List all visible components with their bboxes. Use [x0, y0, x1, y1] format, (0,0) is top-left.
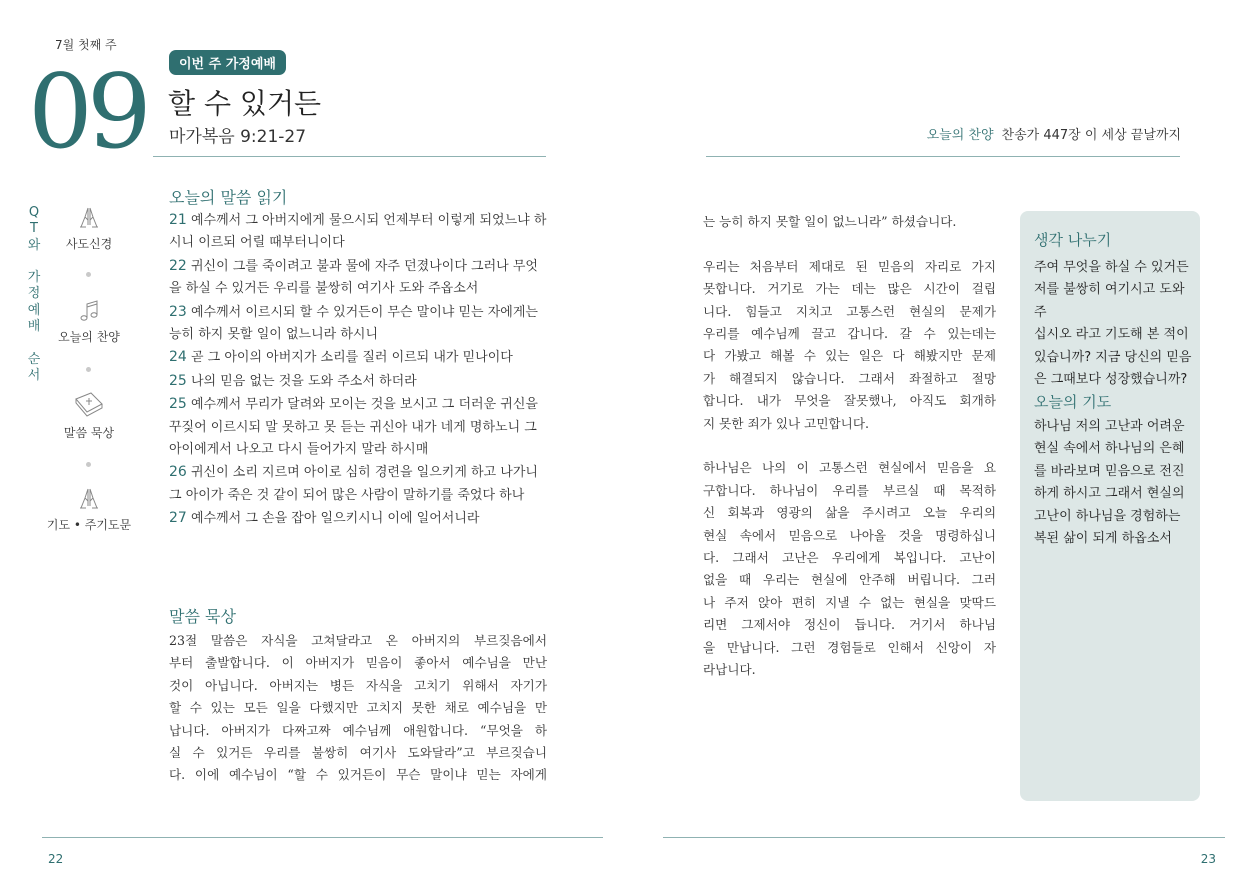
prayer-line: 복된 삶이 되게 하옵소서 [1034, 531, 1172, 547]
verse-number: 25 [169, 396, 187, 413]
page-number-left: 22 [48, 852, 64, 866]
paragraph-line: 나 주저 앉아 편히 지낼 수 없는 현실을 맞딱드 [703, 594, 996, 610]
order-item-label: 말씀 묵상 [63, 426, 115, 440]
share-line: 저를 불쌍히 여기시고 도와주 [1034, 282, 1185, 320]
hymn-value: 찬송가 447장 이 세상 끝날까지 [1001, 128, 1181, 143]
meditation-heading: 말씀 묵상 [169, 607, 236, 626]
prayer-text [1034, 416, 1194, 550]
verse-text: 귀신이 소리 지르며 아이로 심히 경련을 일으키게 하고 나가니 그 아이가 죽은 것 같이 되어 많은 사람이 말하기를 죽었다 하나 [169, 465, 538, 503]
order-item-label: 기도 • 주기도문 [46, 518, 132, 532]
vertical-char: 서 [27, 367, 41, 383]
verse [169, 461, 549, 507]
prayer-line: 하게 하시고 그래서 현실의 [1034, 486, 1185, 502]
paragraph [703, 211, 996, 233]
order-item-label: 사도신경 [65, 237, 113, 251]
day-number: 09 [28, 53, 146, 172]
prayer-line: 고난이 하나님을 경험하는 [1034, 508, 1181, 524]
meditation-line: 실 수 있거든 우리를 불쌍히 여기사 도와달라”고 부르짖습니 [169, 745, 547, 761]
share-line: 주여 무엇을 하실 수 있거든 [1034, 260, 1189, 275]
verse-text: 곧 그 아이의 아버지가 소리를 질러 이르되 내가 믿나이다 [186, 350, 513, 366]
scripture-reference: 마가복음 9:21-27 [169, 127, 307, 147]
praying-hands-icon [76, 486, 102, 512]
paragraph [703, 457, 996, 681]
verse [169, 301, 549, 347]
verse [169, 393, 549, 461]
order-separator-dot [86, 272, 91, 277]
scripture-reading [169, 209, 549, 531]
page-title: 할 수 있거든 [168, 87, 322, 120]
share-heading: 생각 나누기 [1034, 231, 1112, 249]
verse-text: 예수께서 무리가 달려와 모이는 것을 보시고 그 더러운 귀신을 꾸짖어 이르시되 말 못하고 못 듣는 귀신아 내가 네게 명하노니 그 아이에게서 나오고 다시 들어가지 말라 하시매 [169, 397, 538, 458]
paragraph-line: 하나님은 나의 이 고통스런 현실에서 믿음을 요 [703, 460, 996, 476]
share-text [1034, 257, 1194, 391]
order-item-label: 오늘의 찬양 [58, 330, 120, 344]
paragraph-line: 신 회복과 영광의 삶을 주시려고 오늘 우리의 [703, 505, 996, 521]
week-label: 7월 첫째 주 [55, 38, 117, 52]
paragraph-line: 다 가봤고 해볼 수 있는 일은 다 해봤지만 문제 [703, 348, 996, 364]
verse-number: 24 [169, 349, 187, 366]
meditation-text [169, 630, 547, 787]
footer-divider [42, 837, 603, 838]
verse [169, 346, 549, 369]
reading-heading: 오늘의 말씀 읽기 [169, 188, 288, 207]
paragraph-line: 못합니다. 거기로 가는 데는 많은 시간이 걸립 [703, 281, 996, 297]
paragraph-line: 합니다. 내가 무엇을 잘못했나, 아직도 회개하 [703, 393, 996, 409]
music-note-icon [76, 298, 102, 324]
vertical-char: 배 [27, 319, 41, 335]
paragraph-line: 없을 때 우리는 현실에 안주해 버립니다. 그러 [703, 572, 996, 588]
paragraph-line: 우리를 예수님께 끌고 갑니다. 갈 수 있는데는 [703, 326, 996, 342]
prayer-heading: 오늘의 기도 [1034, 393, 1112, 411]
meditation-line: 다. 이에 예수님이 “할 수 있거든이 무슨 말이냐 믿는 자에게 [169, 767, 547, 783]
meditation-continued [703, 211, 996, 704]
verse [169, 255, 549, 301]
share-line: 은 그때보다 성장했습니까? [1034, 372, 1188, 388]
praying-hands-icon [76, 205, 102, 231]
vertical-char [24, 335, 44, 351]
verse-text: 예수께서 그 손을 잡아 일으키시니 이에 일어서니라 [186, 511, 480, 527]
verse-text: 귀신이 그를 죽이려고 불과 물에 자주 던졌나이다 그러나 무엇을 하실 수 있거든 우리를 불쌍히 여기사 도와 주옵소서 [169, 258, 538, 297]
verse-number: 21 [169, 212, 187, 228]
verse [169, 507, 549, 530]
footer-divider [663, 837, 1225, 838]
verse-number: 26 [169, 464, 187, 481]
verse [169, 370, 549, 393]
divider [706, 156, 1180, 157]
sidebar-box [1020, 211, 1200, 801]
verse-text: 예수께서 이르시되 할 수 있거든이 무슨 말이냐 믿는 자에게는 능히 하지 못할 일이 없느니라 하시니 [169, 304, 538, 343]
hymn-label: 오늘의 찬양 [926, 128, 994, 143]
paragraph-line: 리면 그제서야 정신이 듭니다. 거기서 하나님 [703, 617, 996, 633]
verse-text: 나의 믿음 없는 것을 도와 주소서 하더라 [186, 373, 417, 389]
paragraph-line: 다. 그래서 고난은 우리에게 복입니다. 고난이 [703, 550, 996, 566]
verse-number: 25 [169, 372, 187, 389]
prayer-line: 현실 속에서 하나님의 은혜 [1034, 441, 1185, 457]
share-line: 있습니까? 지금 당신의 믿음 [1034, 349, 1192, 365]
share-line: 십시오 라고 기도해 본 적이 [1034, 327, 1189, 343]
meditation-line: 납니다. 아버지가 다짜고짜 예수님께 애원합니다. “무엇을 하 [169, 722, 547, 738]
paragraph-line: 을 만납니다. 그런 경험들로 인해서 신앙이 자 [703, 639, 996, 655]
worship-order-vertical-label [24, 205, 44, 384]
vertical-char: 정 [27, 286, 41, 302]
paragraph-line: 현실 속에서 믿음으로 나아올 것을 명령하십니 [703, 527, 996, 543]
divider [153, 156, 546, 157]
page-number-right: 23 [1200, 852, 1216, 866]
verse-number: 23 [169, 303, 187, 320]
prayer-line: 하나님 저의 고난과 어려운 [1034, 419, 1185, 434]
order-item-creed [46, 205, 132, 252]
paragraph-line: 우리는 처음부터 제대로 된 믿음의 자리로 가지 [703, 258, 996, 274]
paragraph-line: 지 못한 죄가 있나 고민합니다. [703, 415, 870, 431]
vertical-char: 예 [27, 302, 41, 318]
order-separator-dot [86, 367, 91, 372]
vertical-char: 와 [27, 237, 41, 253]
paragraph-line: 구합니다. 하나님이 우리를 부르실 때 목적하 [703, 482, 996, 498]
paragraph-line: 는 능히 하지 못할 일이 없느니라” 하셨습니다. [703, 214, 957, 229]
paragraph-line: 가 해결되지 않습니다. 그래서 좌절하고 절망 [703, 370, 996, 386]
meditation-line: 23절 말씀은 자식을 고쳐달라고 온 아버지의 부르짖음에서 [169, 633, 547, 648]
verse-text: 예수께서 그 아버지에게 물으시되 언제부터 이렇게 되었느냐 하시니 이르되 어릴 때부터니이다 [169, 213, 547, 251]
verse-number: 22 [169, 257, 187, 274]
section-badge: 이번 주 가정예배 [169, 50, 286, 75]
verse-number: 27 [169, 510, 187, 527]
bible-icon [73, 390, 105, 420]
order-item-prayer [46, 486, 132, 533]
vertical-char: Q [28, 205, 40, 220]
paragraph-line: 라납니다. [703, 662, 756, 678]
order-item-hymn [46, 298, 132, 345]
order-separator-dot [86, 462, 91, 467]
verse [169, 209, 549, 255]
todays-hymn [927, 124, 1181, 143]
prayer-line: 를 바라보며 믿음으로 전진 [1034, 463, 1185, 479]
vertical-char [24, 254, 44, 270]
meditation-line: 할 수 있는 모든 일을 다했지만 고치지 못한 채로 예수님을 만 [169, 700, 547, 716]
vertical-char: T [30, 221, 38, 237]
vertical-char: 순 [27, 351, 41, 367]
paragraph [703, 256, 996, 435]
vertical-char: 가 [27, 270, 41, 286]
meditation-line: 부터 출발합니다. 이 아버지가 믿음이 좋아서 예수님을 만난 [169, 655, 547, 671]
paragraph-line: 니다. 힘들고 지치고 고통스런 현실의 문제가 [703, 303, 996, 319]
meditation-line: 것이 아닙니다. 아버지는 병든 자식을 고치기 위해서 자기가 [169, 677, 547, 693]
order-item-meditation [46, 390, 132, 441]
